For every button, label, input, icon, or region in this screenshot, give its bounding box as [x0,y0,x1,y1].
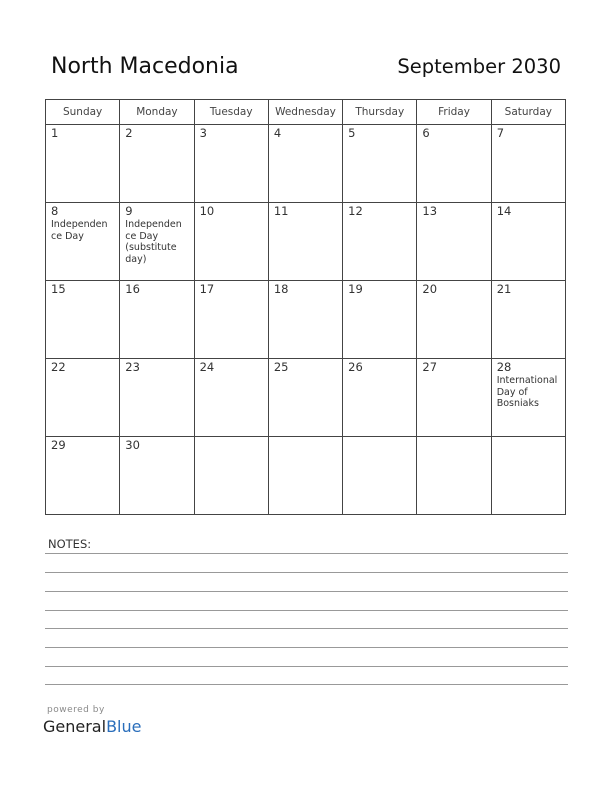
day-cell [120,125,194,203]
day-cell [268,125,342,203]
day-number: 14 [496,204,512,218]
notes-line [45,684,568,685]
brand-general: General [43,717,107,736]
day-number: 26 [348,360,363,374]
day-number: 4 [273,126,282,140]
week-row [46,125,566,203]
week-row [46,437,566,515]
day-number: 24 [199,360,215,374]
day-cell [46,437,120,515]
notes-line [45,610,568,611]
notes-line [45,591,568,592]
day-cell [491,125,565,203]
day-number: 29 [51,438,66,452]
day-cell [268,359,342,437]
day-number: 7 [496,126,505,140]
weekday-friday: Friday [417,100,491,125]
calendar-country-title: North Macedonia [51,54,239,79]
day-cell [46,359,120,437]
day-number: 23 [125,360,140,374]
day-number: 17 [199,282,215,296]
notes-line [45,666,568,667]
day-cell [194,359,268,437]
holiday-label: International Day of Bosniaks [496,375,558,409]
day-cell [491,437,565,515]
day-cell [194,203,268,281]
weekday-saturday: Saturday [491,100,565,125]
day-cell [194,125,268,203]
day-cell [417,125,491,203]
day-cell [268,281,342,359]
holiday-label: Independen ce Day (substitute day) [125,219,182,265]
day-cell [120,203,194,281]
weekday-header-row [46,100,566,125]
day-number: 9 [125,204,133,218]
brand-blue: Blue [106,717,142,736]
day-cell [417,281,491,359]
notes-line [45,628,568,629]
day-cell [491,359,565,437]
day-number: 2 [125,126,133,140]
calendar-grid [45,99,566,515]
day-cell [343,281,417,359]
day-number: 10 [199,204,215,218]
notes-line [45,647,568,648]
day-number: 20 [422,282,438,296]
day-cell [491,281,565,359]
day-cell [120,281,194,359]
day-cell [46,125,120,203]
day-cell [343,203,417,281]
day-number: 8 [51,204,59,218]
day-cell [46,203,120,281]
day-number: 6 [422,126,430,140]
day-number: 13 [422,204,438,218]
notes-label: NOTES: [48,537,92,551]
day-cell [120,437,194,515]
day-number: 16 [125,282,140,296]
day-number: 1 [51,126,59,140]
notes-line [45,553,568,554]
week-row [46,281,566,359]
weekday-tuesday: Tuesday [194,100,268,125]
week-row [46,359,566,437]
day-number: 25 [273,360,289,374]
weekday-monday: Monday [120,100,194,125]
day-number: 28 [496,360,512,374]
day-number: 27 [422,360,438,374]
day-cell [417,359,491,437]
weekday-sunday: Sunday [46,100,120,125]
day-cell [417,437,491,515]
holiday-label: Independen ce Day [51,219,108,242]
notes-line [45,572,568,573]
day-number: 18 [273,282,289,296]
day-cell [194,281,268,359]
week-row [46,203,566,281]
day-number: 3 [199,126,207,140]
day-cell [417,203,491,281]
day-cell [120,359,194,437]
day-cell [343,125,417,203]
day-cell [491,203,565,281]
day-cell [343,359,417,437]
day-number: 5 [348,126,356,140]
generalblue-logo[interactable] [43,717,141,736]
day-number: 30 [125,438,140,452]
day-cell [268,437,342,515]
day-cell [194,437,268,515]
day-cell [268,203,342,281]
day-number: 11 [273,204,289,218]
day-number: 22 [51,360,66,374]
day-cell [343,437,417,515]
day-number: 21 [496,282,512,296]
weekday-thursday: Thursday [343,100,417,125]
powered-by-label: powered by [47,705,105,715]
weekday-wednesday: Wednesday [268,100,342,125]
day-number: 19 [348,282,363,296]
day-number: 12 [348,204,363,218]
calendar-month-title: September 2030 [397,55,561,78]
day-number: 15 [51,282,66,296]
day-cell [46,281,120,359]
